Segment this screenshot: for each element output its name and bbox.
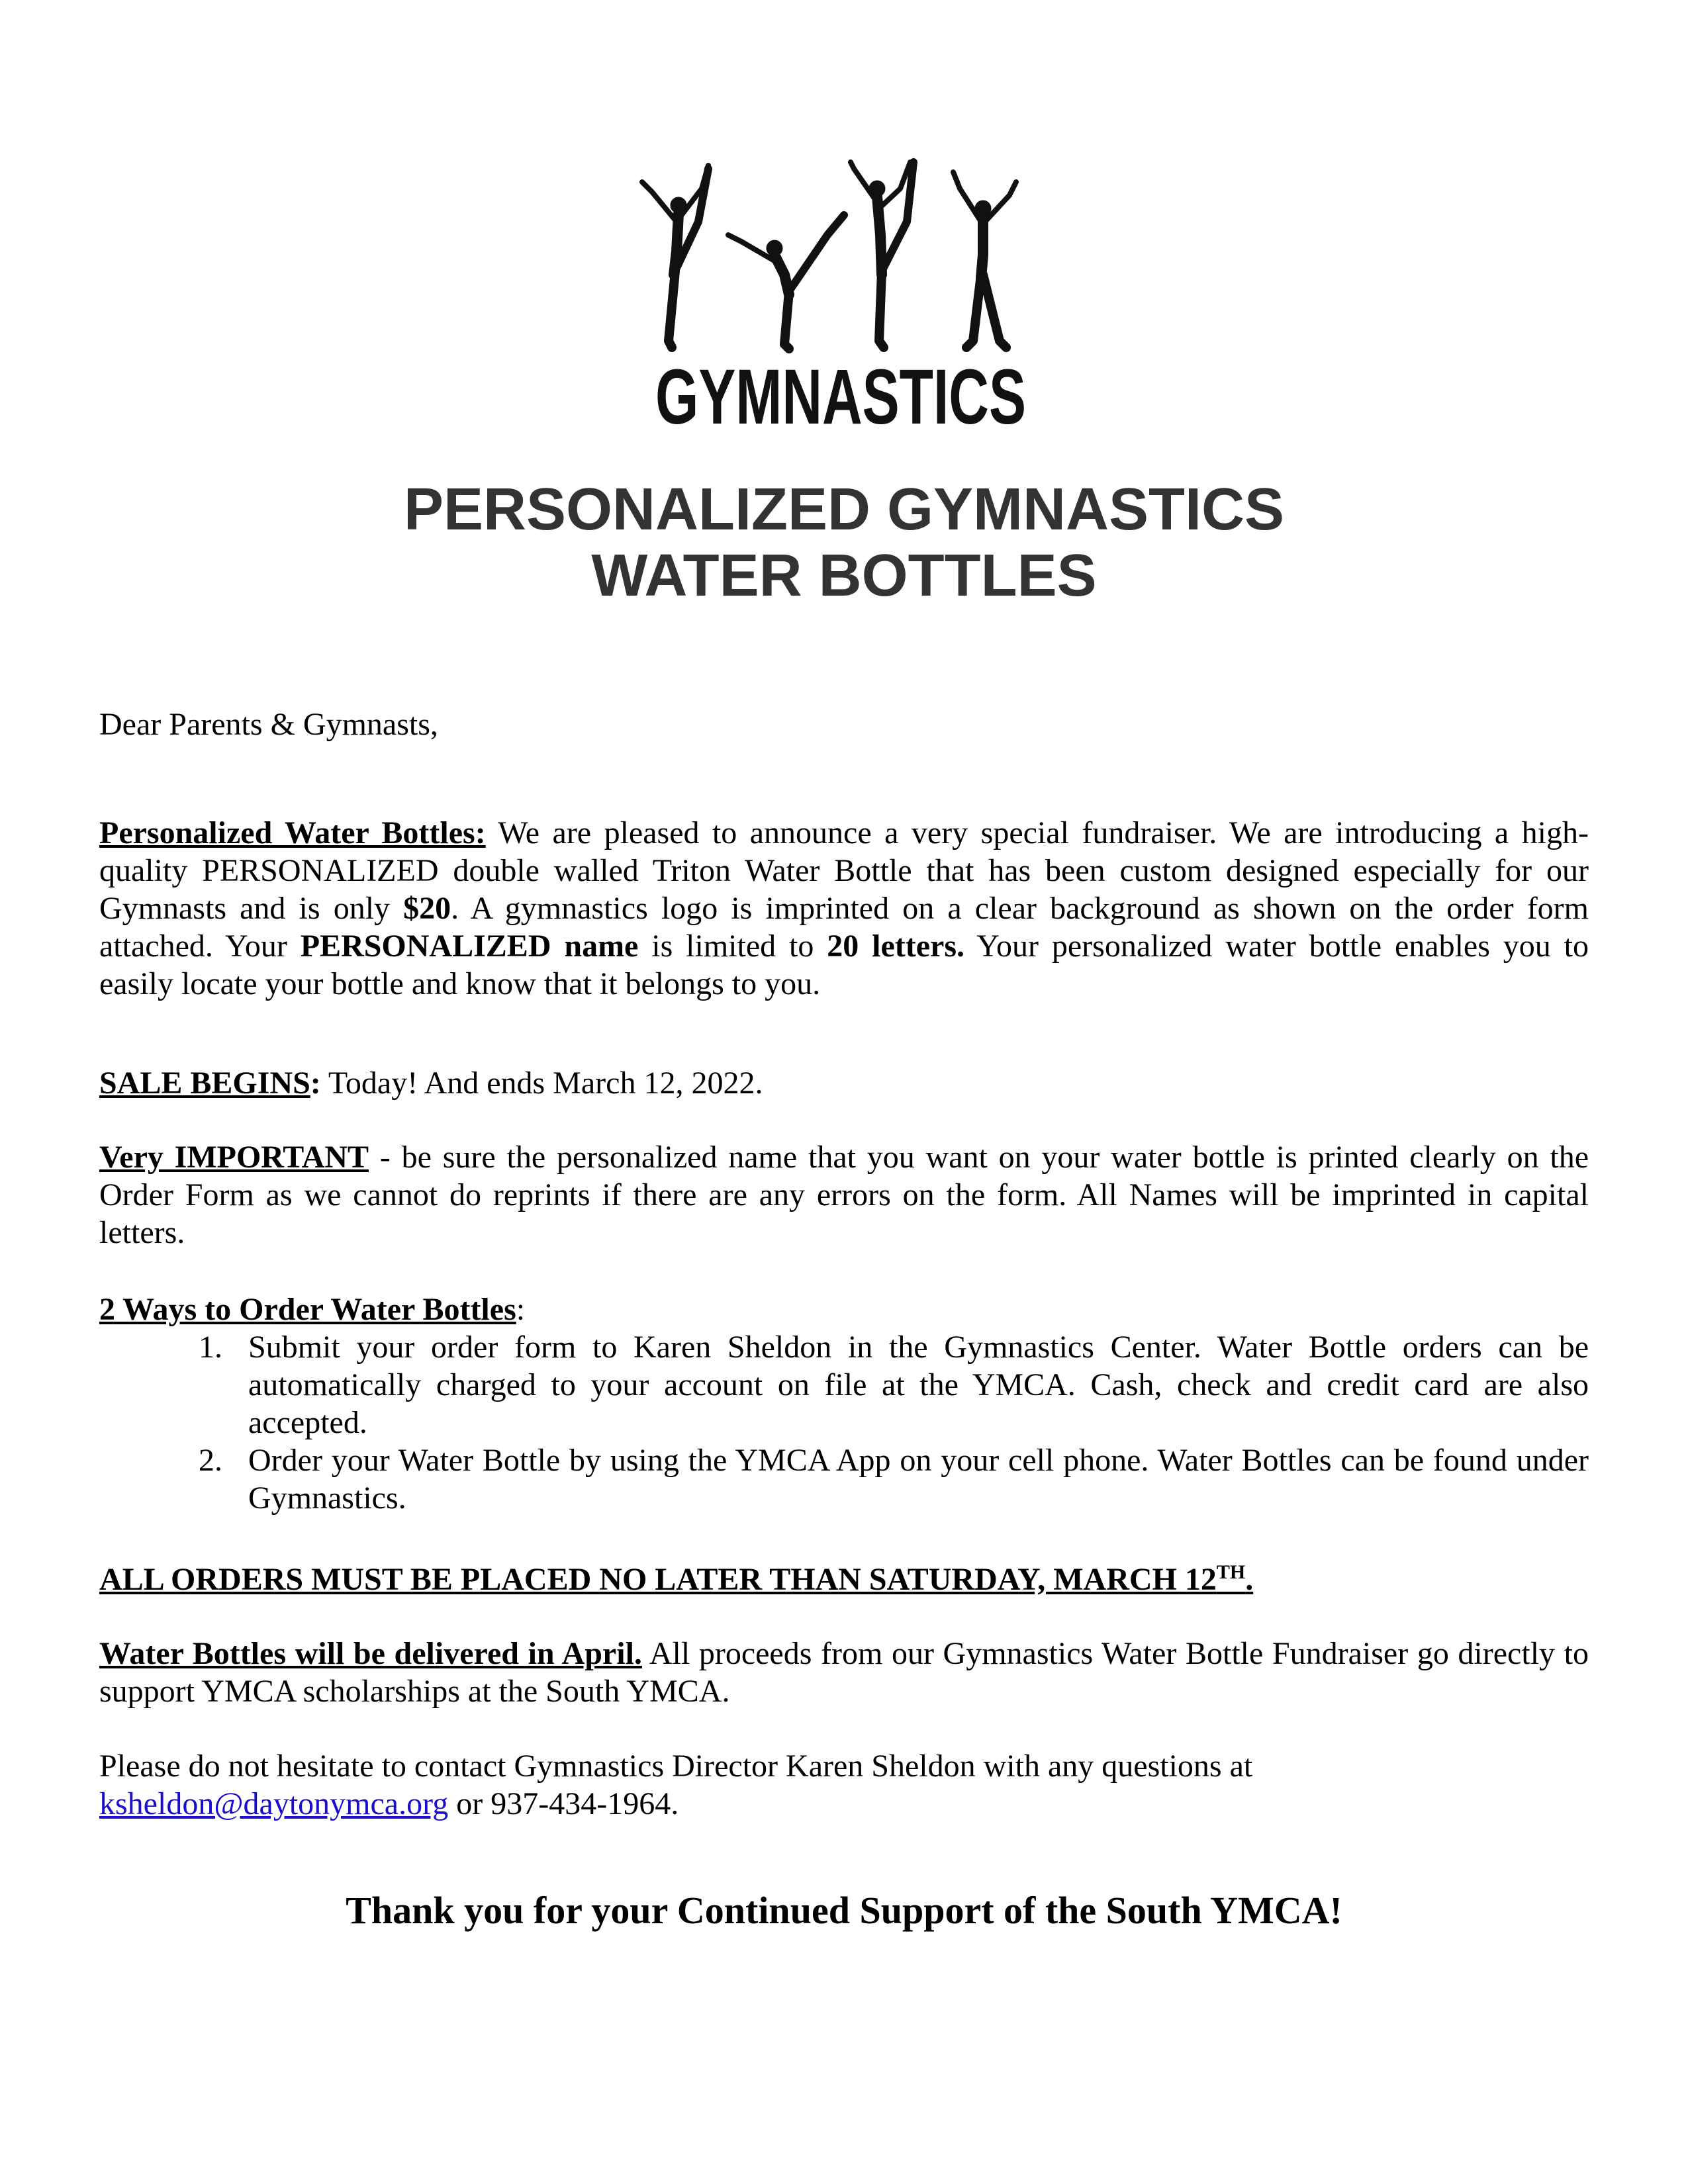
thank-you-message: Thank you for your Continued Support of the South YMCA! [346, 1889, 1342, 1932]
order-ways-section [99, 1291, 1589, 1517]
page-title [0, 477, 1688, 609]
list-item-number: 1. [199, 1330, 222, 1365]
email-link[interactable]: ksheldon@daytonymca.org [99, 1786, 449, 1821]
gymnast-figure-1 [642, 165, 708, 347]
contact-paragraph [99, 1747, 1589, 1823]
intro-paragraph [99, 814, 1589, 1003]
deadline-period: . [1245, 1562, 1254, 1597]
intro-text-2: . A gymnastics logo is imprinted on a clear background as shown on the order form attached. Your [99, 891, 1589, 964]
gymnast-figure-2 [728, 215, 844, 349]
order-ways-list [99, 1328, 1589, 1517]
sale-text: Today! And ends March 12, 2022. [320, 1066, 763, 1101]
list-item [99, 1441, 1589, 1517]
intro-heading: Personalized Water Bottles: [99, 815, 486, 850]
title-line-2: WATER BOTTLES [591, 543, 1097, 609]
list-item-number: 2. [199, 1443, 222, 1478]
list-item-text: Order your Water Bottle by using the YMCA App on your cell phone. Water Bottles can be found under Gymnastics. [248, 1443, 1589, 1516]
title-line-1: PERSONALIZED GYMNASTICS [403, 477, 1285, 543]
price-value: $20 [403, 891, 451, 926]
delivery-heading: Water Bottles will be delivered in April. [99, 1636, 642, 1671]
sale-heading: SALE BEGINS [99, 1066, 310, 1101]
contact-text-1: Please do not hesitate to contact Gymnastics Director Karen Sheldon with any questions at [99, 1749, 1253, 1784]
logo-text: GYMNASTICS [655, 353, 1026, 441]
order-ways-heading: 2 Ways to Order Water Bottles [99, 1292, 516, 1327]
contact-line-2 [99, 1785, 1589, 1823]
order-ways-heading-line [99, 1291, 1589, 1328]
gymnastics-logo [616, 142, 1066, 440]
sale-paragraph [99, 1064, 1589, 1102]
intro-text-4: Your personalized water bottle enables you to easily locate your bottle and know that it belongs to you. [99, 929, 1589, 1001]
deadline-ordinal: TH [1216, 1561, 1246, 1583]
intro-text-1: We are pleased to announce a very special fundraiser. We are introducing a high-quality PERSONALIZED double walled Triton Water Bottle that has been custom designed especially for our Gymnasts and is only [99, 815, 1589, 926]
important-heading: Very IMPORTANT [99, 1140, 369, 1175]
delivery-paragraph [99, 1635, 1589, 1710]
contact-text-2: or 937-434-1964. [448, 1786, 679, 1821]
delivery-text: All proceeds from our Gymnastics Water Bottle Fundraiser go directly to support YMCA scholarships at the South YMCA. [99, 1636, 1589, 1709]
sale-colon: : [310, 1066, 321, 1101]
important-paragraph [99, 1138, 1589, 1251]
personalized-name-emphasis: PERSONALIZED name [300, 929, 639, 964]
deadline-notice [99, 1561, 1589, 1598]
greeting: Dear Parents & Gymnasts, [99, 707, 438, 742]
order-ways-colon: : [516, 1292, 526, 1327]
gymnast-figure-3 [851, 162, 914, 347]
letter-limit-emphasis: 20 letters. [827, 929, 965, 964]
list-item [99, 1328, 1589, 1441]
gymnasts-silhouette-icon [616, 142, 1066, 440]
deadline-text: ALL ORDERS MUST BE PLACED NO LATER THAN SATURDAY, MARCH 12 [99, 1562, 1217, 1597]
list-item-text: Submit your order form to Karen Sheldon in the Gymnastics Center. Water Bottle orders can be automatically charged to your account on file at the YMCA. Cash, check and credit card are also accepted. [248, 1330, 1589, 1440]
important-text: - be sure the personalized name that you want on your water bottle is printed clearly on the Order Form as we cannot do reprints if there are any errors on the form. All Names will be imprinted in capital letters. [99, 1140, 1589, 1250]
intro-text-3: is limited to [638, 929, 827, 964]
deadline-text-wrap [99, 1562, 1253, 1597]
gymnast-figure-4 [953, 172, 1016, 347]
